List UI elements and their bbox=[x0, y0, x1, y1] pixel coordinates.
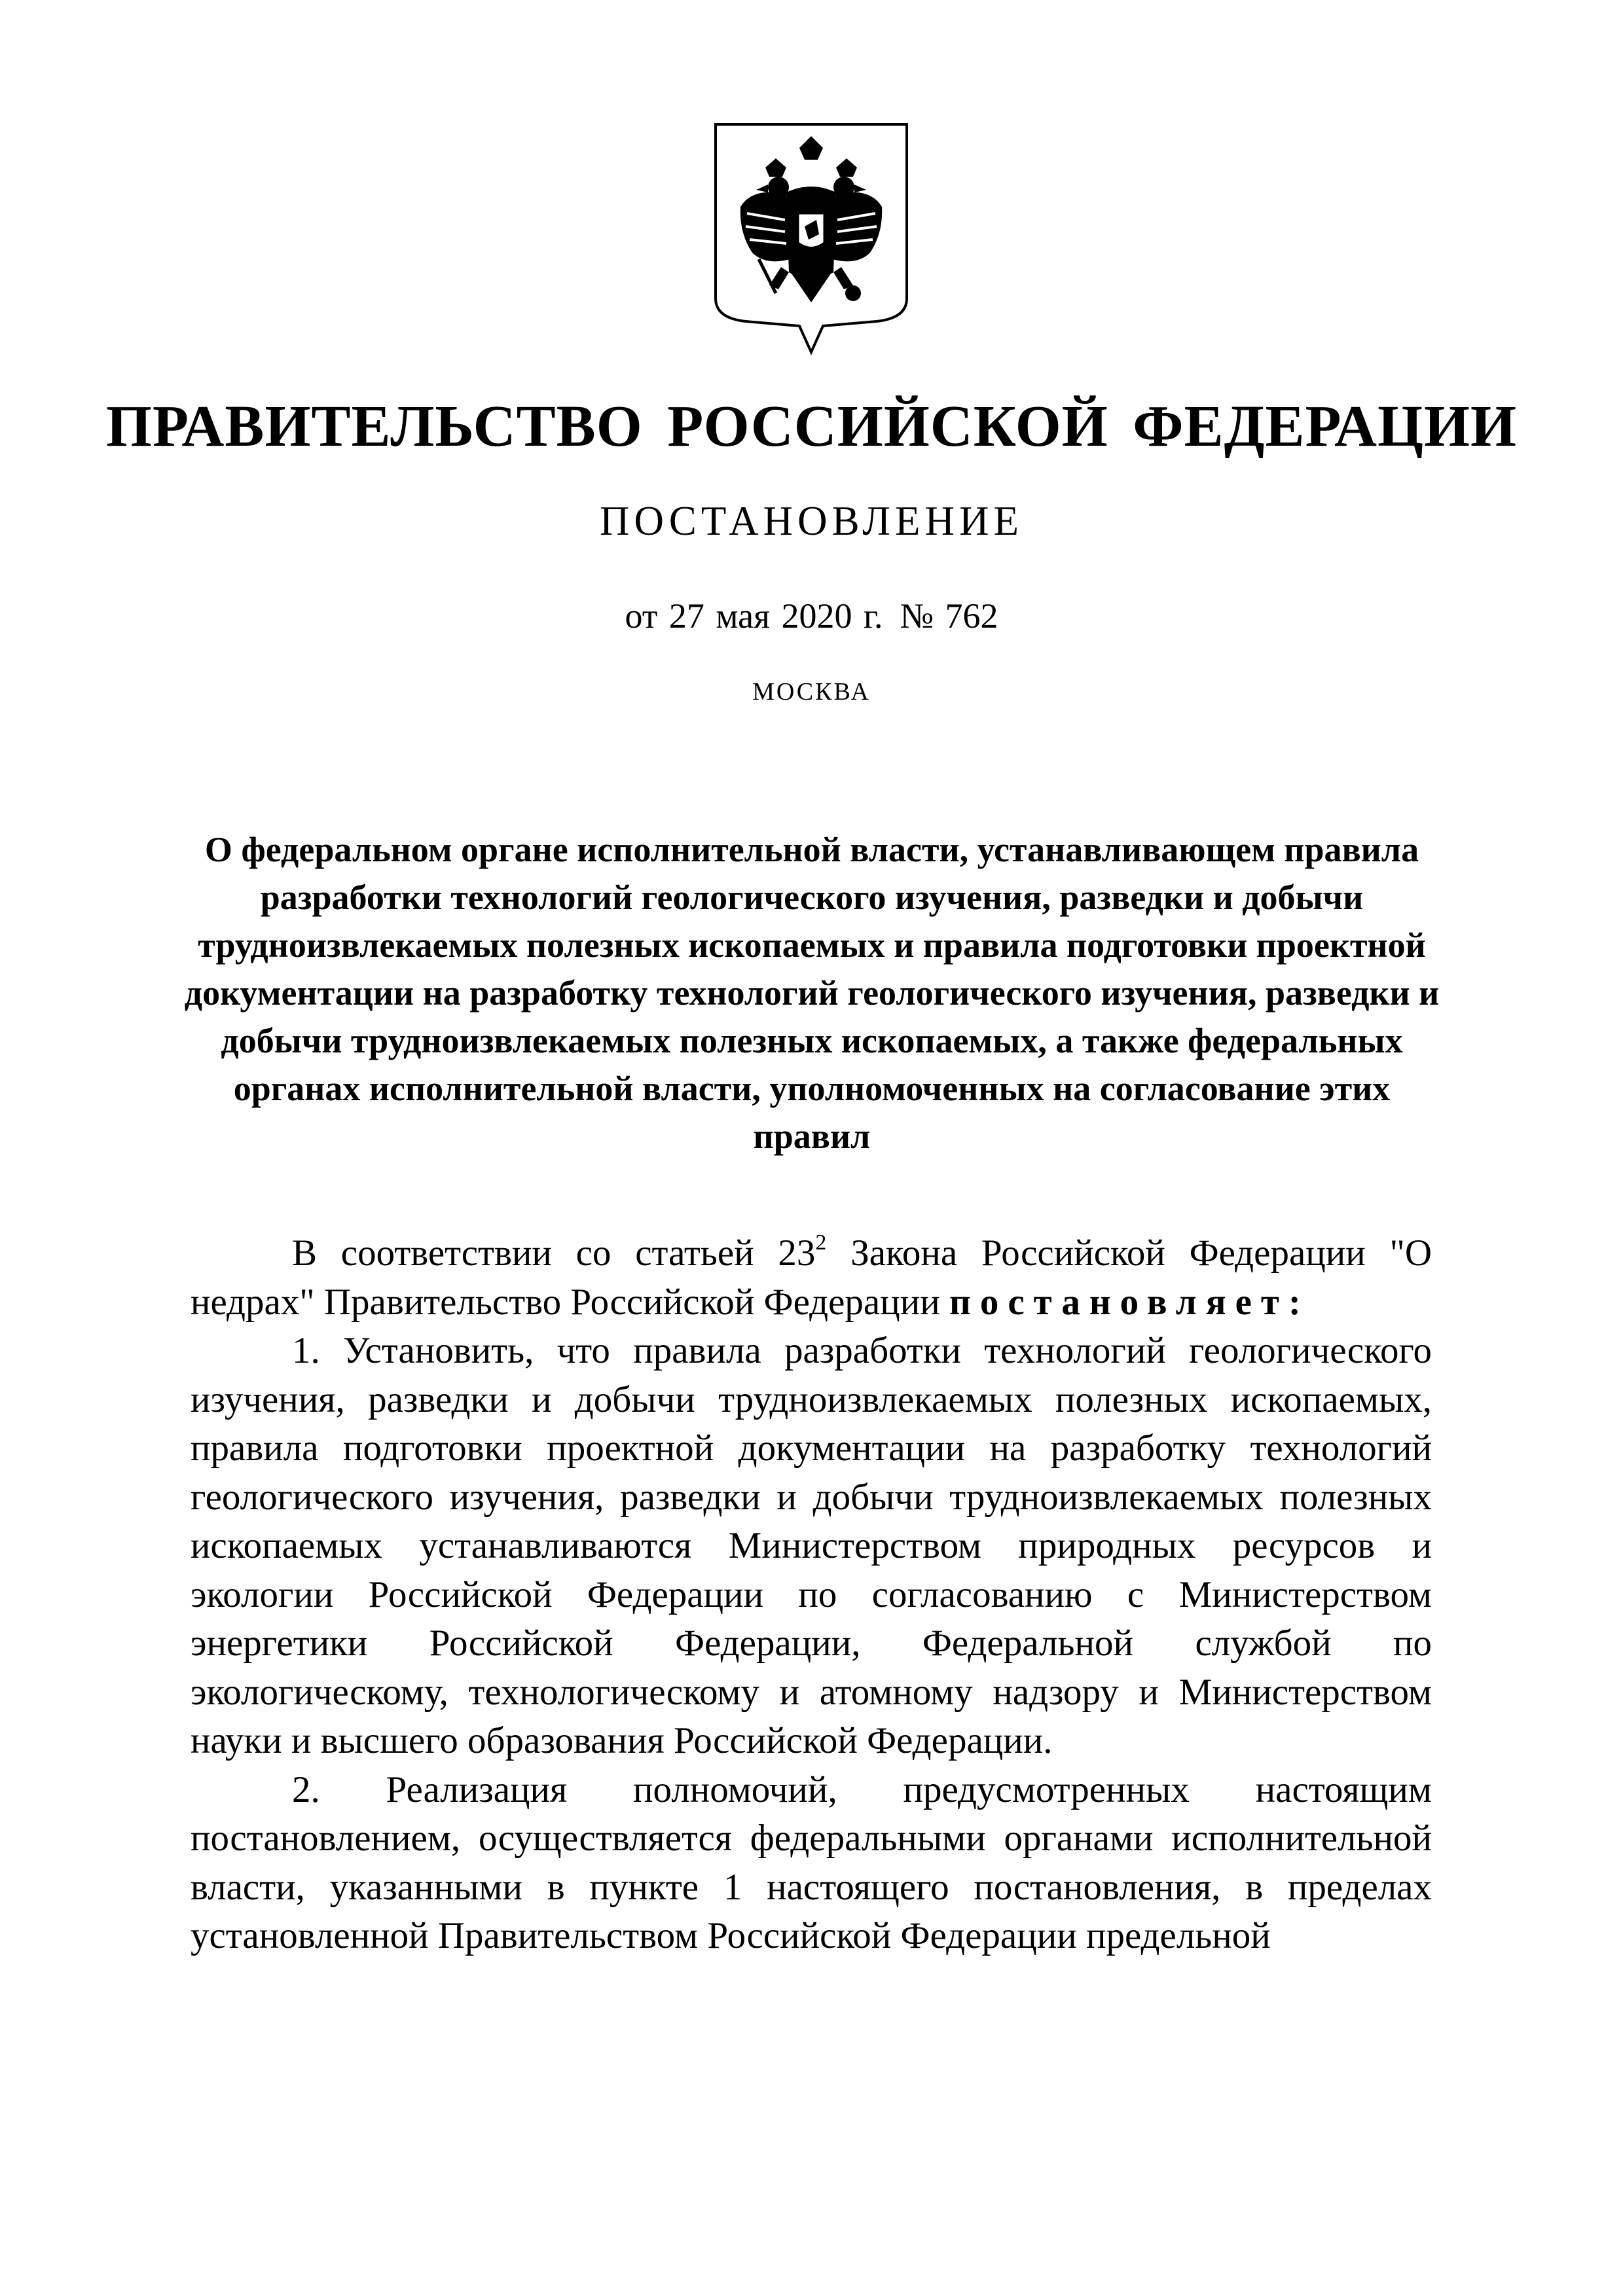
government-title: ПРАВИТЕЛЬСТВО РОССИЙСКОЙ ФЕДЕРАЦИИ bbox=[105, 394, 1518, 459]
document-number: 762 bbox=[945, 596, 998, 636]
double-headed-eagle-icon bbox=[713, 122, 909, 357]
decree-word: постановляет: bbox=[949, 1281, 1310, 1323]
article-superscript: 2 bbox=[815, 1230, 827, 1255]
document-date: от 27 мая 2020 г. bbox=[625, 596, 883, 636]
preamble-text-end: Закона Российской Федерации "О недрах" Правительство Российской Федерации bbox=[191, 1232, 1432, 1323]
preamble-paragraph bbox=[191, 1229, 1432, 1327]
coat-of-arms-emblem bbox=[713, 122, 909, 357]
number-sign: № bbox=[900, 596, 934, 636]
document-body bbox=[191, 1229, 1432, 1961]
document-type: ПОСТАНОВЛЕНИЕ bbox=[600, 498, 1023, 544]
document-subject: О федеральном органе исполнительной власти, устанавливающем правила разработки технологий геологического изучения, разведки и добычи трудноизвлекаемых полезных ископаемых и правила подготовки проектной документации на разработку технологий геологического изучения, разведки и добычи трудноизвлекаемых полезных ископаемых, а также федеральных органах исполнительной власти, уполномоченных на согласование этих правил bbox=[184, 830, 1440, 1156]
paragraph-1: 1. Установить, что правила разработки технологий геологического изучения, разведки и добычи трудноизвлекаемых полезных ископаемых, правила подготовки проектной документации на разработку технологий геологического изучения, разведки и добычи трудноизвлекаемых полезных ископаемых устанавливаются Министерством природных ресурсов и экологии Российской Федерации по согласованию с Министерством энергетики Российской Федерации, Федеральной службой по экологическому, технологическому и атомному надзору и Министерством науки и высшего образования Российской Федерации. bbox=[191, 1330, 1432, 1761]
preamble-text-start: В соответствии со статьей 23 bbox=[292, 1232, 816, 1274]
document-date-line bbox=[0, 596, 1623, 636]
paragraph-2: 2. Реализация полномочий, предусмотренных настоящим постановлением, осуществляется федеральными органами исполнительной власти, указанными в пункте 1 настоящего постановления, в пределах установленной Правительством Российской Федерации предельной bbox=[191, 1768, 1432, 1956]
document-city: МОСКВА bbox=[752, 678, 871, 706]
